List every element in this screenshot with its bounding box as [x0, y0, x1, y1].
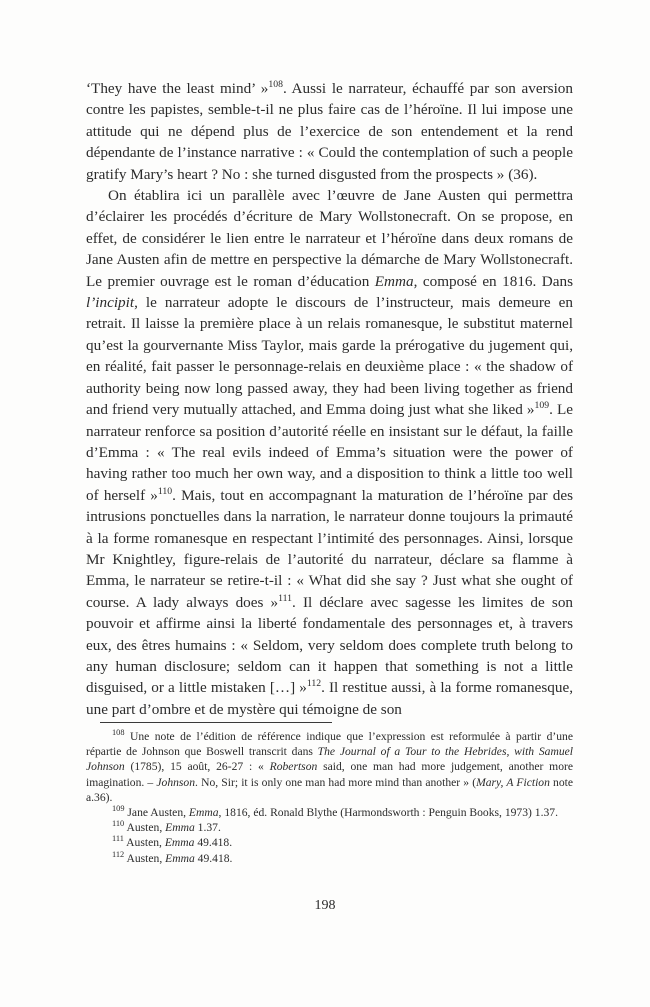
text-run: . Mais, tout en accompagnant la maturation de l’héroïne par des intrusions ponctuelles dans la narration, le narrateur donne toujours la primauté à la forme romanesque en respectant l’intimité des personnages. Ainsi, lorsque Mr Knightley, figure-relais de l’autorité du narrateur, déclare sa flamme à Emma, le narrateur se retire-t-il : « What did she say ? Just what she ought of course. A lady always does »: [86, 486, 573, 611]
text-run: . Le narrateur renforce sa position d’autorité réelle en insistant sur le défaut, la faille d’Emma : « The real evils indeed of Emma’s situation were the power of having rather too much her own way, and a disposition to think a little too well of herself »: [86, 401, 573, 504]
text-run: Austen,: [124, 851, 166, 865]
page-number: 198: [314, 898, 336, 913]
body-paragraph: [86, 78, 573, 185]
text-run: , le narrateur adopte le discours de l’instructeur, mais demeure en retrait. Il laisse la première place à un relais romanesque, le substitut maternel qu’est la gourvernante Miss Taylor, mais garde la prérogative du jugement qui, en réalité, fait passer le personnage-relais en deuxième place : « the shadow of authority being now long passed away, they had been living together as friend and friend very mutually attached, and Emma doing just what she liked »: [86, 294, 573, 419]
italic-text: Emma: [164, 836, 195, 850]
text-run: (1785), 15 août, 26-27 : «: [124, 760, 270, 774]
footnote-number: 112: [112, 849, 125, 859]
text-run: ‘They have the least mind’ »: [86, 80, 269, 97]
footnote-reference-marker[interactable]: 110: [157, 485, 173, 497]
footnote-list: [86, 729, 573, 866]
footnote-reference-marker[interactable]: 109: [534, 400, 550, 412]
text-run: . Il déclare avec sagesse les limites de son pouvoir et affirme ainsi la liberté fondamentale des personnages et, à travers eux, des êtres humains : « Seldom, very seldom does complete truth belong to any human disclosure; seldom can it happen that something is not a little disguised, or a little mistaken […] »: [86, 593, 574, 697]
text-run: On établira ici un parallèle avec l’œuvre de Jane Austen qui permettra d’éclairer les procédés d’écriture de Mary Wollstonecraft. On se propose, en effet, de considérer le lien entre le narrateur et l’héroïne dans deux romans de Jane Austen afin de mettre en perspective la démarche de Mary Wollstonecraft. Le premier ouvrage est le roman d’éducation: [86, 187, 573, 290]
footnote-reference-marker[interactable]: 111: [278, 592, 293, 604]
footnote-entry: [86, 820, 573, 835]
footnote-reference-marker[interactable]: 108: [268, 78, 283, 90]
text-run: 49.418.: [194, 836, 233, 850]
text-run: said, one man had more judgement, another more imagination. –: [86, 760, 573, 789]
italic-text: Emma: [188, 806, 219, 820]
body-text-column: [86, 78, 573, 720]
footnote-section: [86, 722, 573, 866]
text-run: . Il restitue aussi, à la forme romanesque, une part d’ombre et de mystère qui témoigne de son: [86, 679, 573, 718]
text-run: Austen,: [124, 821, 166, 835]
text-run: Une note de l’édition de référence indique que l’expression est reformulée à partir d’une répartie de Johnson que Boswell transcrit dans: [86, 730, 573, 759]
footnote-number: 109: [112, 804, 125, 814]
footnote-entry: [86, 851, 573, 866]
footnote-number: 111: [112, 834, 124, 844]
text-run: , composé en 1816. Dans: [413, 272, 573, 290]
footnote-number: 108: [112, 728, 125, 738]
text-run: Austen,: [123, 836, 165, 850]
text-run: . No, Sir; it is only one man had more mind than another » (: [195, 775, 477, 789]
italic-text: Emma: [165, 851, 195, 865]
italic-text: Johnson: [156, 775, 196, 789]
italic-text: Robertson: [269, 760, 318, 774]
footnote-number: 110: [112, 819, 125, 829]
text-run: Jane Austen,: [124, 806, 189, 820]
footnote-entry: [86, 805, 573, 820]
italic-text: Emma: [165, 821, 195, 835]
body-paragraph: [86, 185, 573, 720]
text-run: , 1816, éd. Ronald Blythe (Harmondsworth : Penguin Books, 1973) 1.37.: [218, 806, 558, 820]
text-run: note a.36).: [86, 775, 573, 804]
italic-text: Emma: [374, 272, 414, 290]
text-run: . Aussi le narrateur, échauffé par son aversion contre les papistes, semble-t-il ne plus faire cas de l’héroïne. Il lui impose une attitude qui ne dépend plus de l’exercice de son entendement et la rend dépendante de l’instance narrative : « Could the contemplation of such a people gratify Mary’s heart ? No : she turned disgusted from the prospects » (36).: [86, 80, 573, 183]
text-run: 1.37.: [194, 821, 221, 835]
italic-text: l’incipit: [86, 294, 135, 312]
italic-text: Mary, A Fiction: [476, 775, 550, 789]
footnote-reference-marker[interactable]: 112: [306, 678, 322, 690]
footnote-entry: [86, 835, 573, 850]
body-paragraphs: [86, 78, 573, 720]
footnote-separator-rule: [100, 722, 332, 723]
footnote-entry: [86, 729, 573, 805]
italic-text: The Journal of a Tour to the Hebrides, with Samuel Johnson: [86, 745, 573, 774]
text-run: 49.418.: [194, 851, 233, 865]
